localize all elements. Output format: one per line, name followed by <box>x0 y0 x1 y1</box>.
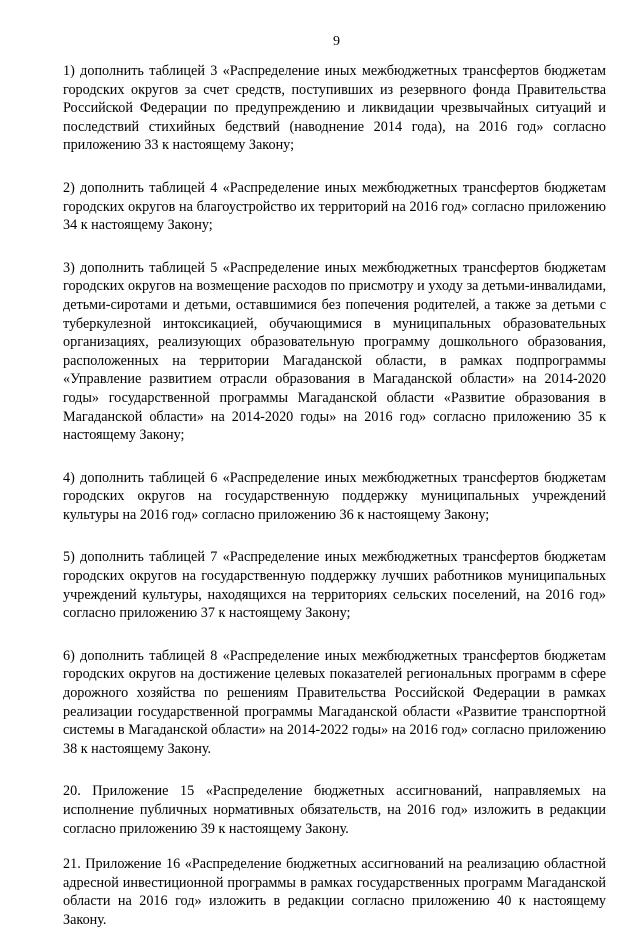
paragraph-item-2: 2) дополнить таблицей 4 «Распределение иных межбюджетных трансфертов бюджетам городских округов на благоустройство их территорий на 2016 год» согласно приложению 34 к настоящему Закону; <box>63 179 606 234</box>
paragraph-item-5: 5) дополнить таблицей 7 «Распределение иных межбюджетных трансфертов бюджетам городских округов на государственную поддержку лучших работников муниципальных учреждений культуры, находящихся на территориях сельских поселений, на 2016 год» согласно приложению 37 к настоящему Закону; <box>63 549 606 622</box>
paragraph-section-21: 21. Приложение 16 «Распределение бюджетных ассигнований на реализацию областной адресной инвестиционной программы в рамках государственных программ Магаданской области на 2016 год» изложить в редакции согласно приложению 40 к настоящему Закону. <box>63 856 606 928</box>
paragraph-item-1: 1) дополнить таблицей 3 «Распределение иных межбюджетных трансфертов бюджетам городских округов за счет средств, поступивших из резервного фонда Правительства Российской Федерации по предупреждению и ликвидации чрезвычайных ситуаций и последствий стихийных бедствий (наводнение 2014 года), на 2016 год» согласно приложению 33 к настоящему Закону; <box>63 63 606 154</box>
paragraph-item-3: 3) дополнить таблицей 5 «Распределение иных межбюджетных трансфертов бюджетам городских округов на возмещение расходов по присмотру и уходу за детьми-инвалидами, детьми-сиротами и детьми, оставшимися без попечения родителей, а также за детьми с туберкулезной интоксикацией, обучающимися в муниципальных образовательных организациях, реализующих образовательную программу дошкольного образования, расположенных на территории Магаданской области, в рамках подпрограммы «Управление развитием отрасли образования в Магаданской области» на 2014-2020 годы» государственной программы Магаданской области «Развитие образования в Магаданской области» на 2014-2020 годы» на 2016 год» согласно приложению 35 к настоящему Закону; <box>63 259 606 444</box>
paragraph-item-6: 6) дополнить таблицей 8 «Распределение иных межбюджетных трансфертов бюджетам городских округов на достижение целевых показателей региональных программ в сфере дорожного хозяйства по решениям Правительства Российской Федерации в рамках реализации государственной программы Магаданской области «Развитие транспортной системы в Магаданской области» на 2014-2022 годы» на 2016 год» согласно приложению 38 к настоящему Закону. <box>63 647 606 757</box>
paragraph-section-20: 20. Приложение 15 «Распределение бюджетных ассигнований, направляемых на исполнение публичных нормативных обязательств, на 2016 год» изложить в редакции согласно приложению 39 к настоящему Закону. <box>63 783 606 837</box>
page-number: 9 <box>333 34 340 49</box>
paragraph-item-4: 4) дополнить таблицей 6 «Распределение иных межбюджетных трансфертов бюджетам городских округов на государственную поддержку муниципальных учреждений культуры на 2016 год» согласно приложению 36 к настоящему Закону; <box>63 469 606 523</box>
